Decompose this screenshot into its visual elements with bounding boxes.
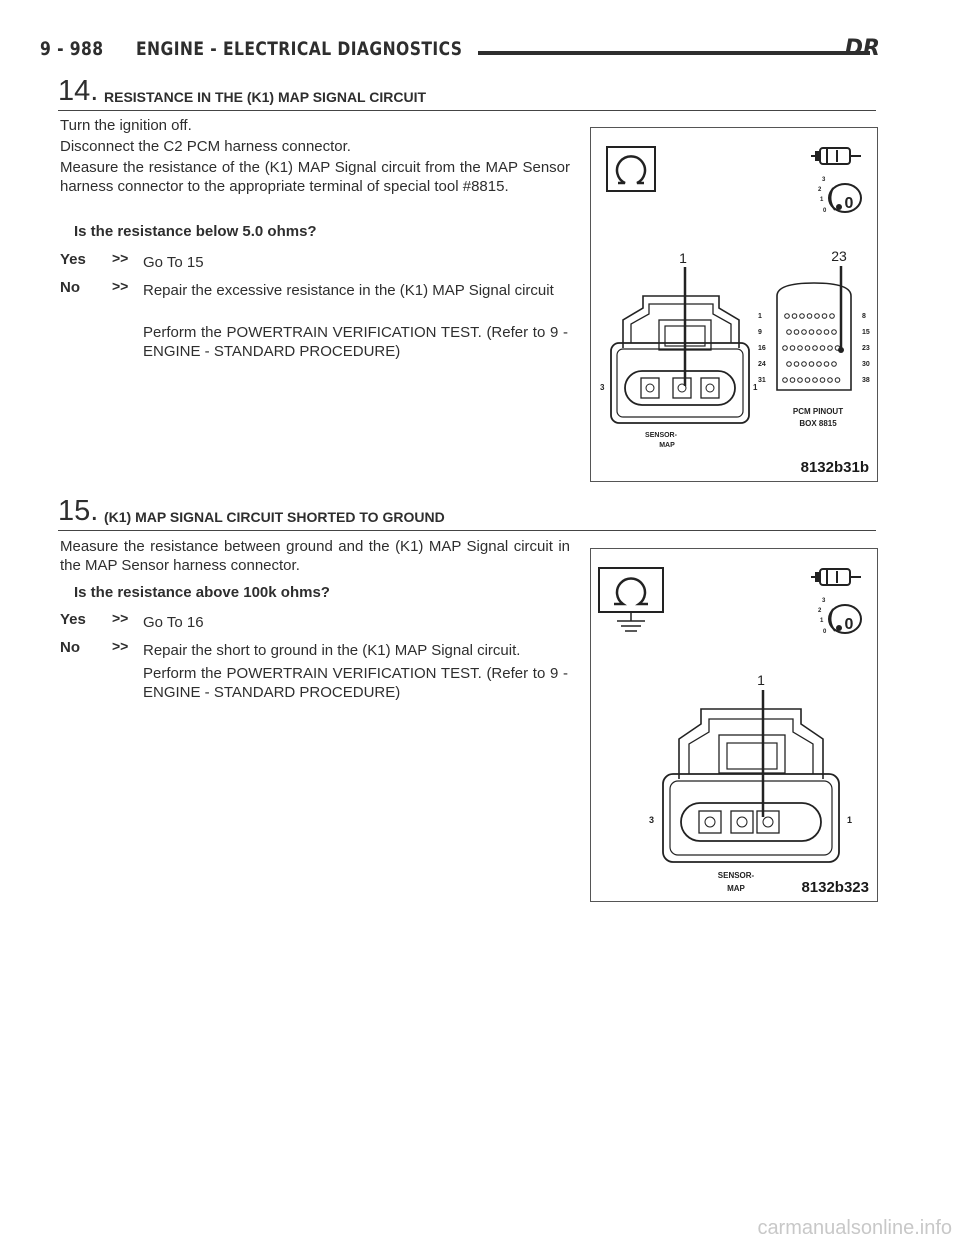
pinout-row-label: 15 [862,329,870,336]
page-number: 9 - 988 [40,38,104,60]
answer-arrow: >> [112,250,129,266]
step-title: RESISTANCE IN THE (K1) MAP SIGNAL CIRCUIT [104,89,427,105]
pcm-pinout-box [758,248,870,428]
step-15-heading [58,496,876,531]
ignition-position: 0 [823,208,827,214]
ignition-position: 1 [820,197,824,203]
ignition-position: 0 [823,629,827,635]
pinout-hole [794,330,799,335]
answer-yes-response: Go To 15 [143,254,204,271]
pinout-hole [805,378,810,383]
header-rule [478,51,870,55]
pinout-row-label: 1 [758,313,762,320]
answer-yes-label: Yes [60,251,86,268]
pinout-row-label: 24 [758,361,766,368]
pinout-hole [809,330,814,335]
step-number: 14. [58,75,99,107]
answer-no-followup: Perform the POWERTRAIN VERIFICATION TEST. (Refer to 9 - ENGINE - STANDARD PROCEDURE) [143,324,568,360]
callout-number: 1 [757,672,765,688]
section-title: ENGINE - ELECTRICAL DIAGNOSTICS [136,38,463,60]
callout-number: 1 [679,250,687,266]
connector-diagram [591,549,877,901]
pinout-row-label: 30 [862,361,870,368]
ignition-key-position: 0 [844,195,854,212]
ignition-position: 1 [820,618,824,624]
ignition-position: 3 [822,177,826,183]
watermark: carmanualsonline.info [757,1217,952,1239]
page-header [40,36,880,70]
pinout-hole [807,314,812,319]
pinout-row-label: 8 [862,313,866,320]
ignition-position: 3 [822,598,826,604]
pinout-hole [820,346,825,351]
pinout-label: PCM PINOUT [792,407,844,416]
pinout-hole [824,362,829,367]
pinout-row-label: 31 [758,377,766,384]
pinout-hole [815,314,820,319]
pinout-label: BOX 8815 [799,419,837,428]
ignition-position: 2 [818,187,822,193]
callout-number: 23 [831,248,847,264]
answer-yes-label: Yes [60,611,86,628]
map-sensor-connector [649,672,852,893]
pinout-row-label: 16 [758,345,766,352]
pinout-hole [805,346,810,351]
answer-no-followup: Perform the POWERTRAIN VERIFICATION TEST. (Refer to 9 - ENGINE - STANDARD PROCEDURE) [143,665,568,701]
pinout-hole [817,330,822,335]
connector-diagram [591,128,877,481]
answer-no-response: Repair the excessive resistance in the (K1) MAP Signal circuit [143,282,554,299]
answer-arrow: >> [112,610,129,626]
answer-no-response: Repair the short to ground in the (K1) MAP Signal circuit. [143,642,521,659]
pinout-hole [798,346,803,351]
figure-id: 8132b323 [801,879,869,896]
pinout-hole [790,346,795,351]
step-number: 15. [58,495,99,527]
pinout-hole [830,314,835,319]
ohmmeter-ground-icon [599,568,663,631]
connector-pin-label: 1 [847,815,853,825]
pinout-hole [813,346,818,351]
pinout-row-label: 9 [758,329,762,336]
pinout-hole [787,362,792,367]
answer-arrow: >> [112,278,129,294]
instruction-paragraph: Measure the resistance between ground and the (K1) MAP Signal circuit in the MAP Sensor harness connector. [60,538,570,574]
pinout-hole [832,330,837,335]
instruction-paragraph: Disconnect the C2 PCM harness connector. [60,138,351,155]
pinout-hole [802,330,807,335]
instruction-paragraph: Measure the resistance of the (K1) MAP Signal circuit from the MAP Sensor harness connector to the appropriate terminal of special tool #8815. [60,159,570,195]
pinout-hole [800,314,805,319]
test-question: Is the resistance above 100k ohms? [74,584,330,601]
answer-no-label: No [60,279,80,296]
ignition-position: 2 [818,608,822,614]
pinout-hole [832,362,837,367]
pinout-hole [835,378,840,383]
ignition-switch-icon [811,148,861,214]
pinout-hole [822,314,827,319]
answer-arrow: >> [112,638,129,654]
pinout-holes [783,314,840,383]
connector-pin-label: 3 [600,383,605,392]
pinout-row-label: 23 [862,345,870,352]
instruction-paragraph: Turn the ignition off. [60,117,192,134]
ohmmeter-icon [607,147,655,191]
pinout-hole [809,362,814,367]
pinout-hole [794,362,799,367]
connector-pin-label: 3 [649,815,655,825]
sensor-label: MAP [727,884,745,893]
pinout-hole [828,378,833,383]
pinout-hole [783,346,788,351]
test-question: Is the resistance below 5.0 ohms? [74,223,317,240]
pinout-hole [828,346,833,351]
pinout-hole [813,378,818,383]
pinout-hole [792,314,797,319]
step-title: (K1) MAP SIGNAL CIRCUIT SHORTED TO GROUND [104,509,445,525]
pinout-hole [783,378,788,383]
pinout-hole [802,362,807,367]
model-code: DR [844,36,880,61]
map-sensor-connector [600,250,758,449]
ignition-switch-icon [811,569,861,635]
pinout-hole [798,378,803,383]
pinout-row-label: 38 [862,377,870,384]
answer-yes-response: Go To 16 [143,614,204,631]
pinout-hole [824,330,829,335]
pinout-hole [820,378,825,383]
sensor-label: SENSOR- [645,432,677,439]
connector-pin-label: 1 [753,383,758,392]
answer-no-label: No [60,639,80,656]
diagram-figure-pcm-pinout [590,127,878,482]
diagram-figure-ground-short [590,548,878,902]
figure-id: 8132b31b [800,459,869,476]
sensor-label: SENSOR- [717,871,755,880]
pinout-hole [785,314,790,319]
pinout-hole [817,362,822,367]
pinout-hole [790,378,795,383]
step-14-heading [58,76,876,111]
pinout-hole [787,330,792,335]
ignition-key-position: 0 [844,616,854,633]
sensor-label: MAP [659,442,675,449]
